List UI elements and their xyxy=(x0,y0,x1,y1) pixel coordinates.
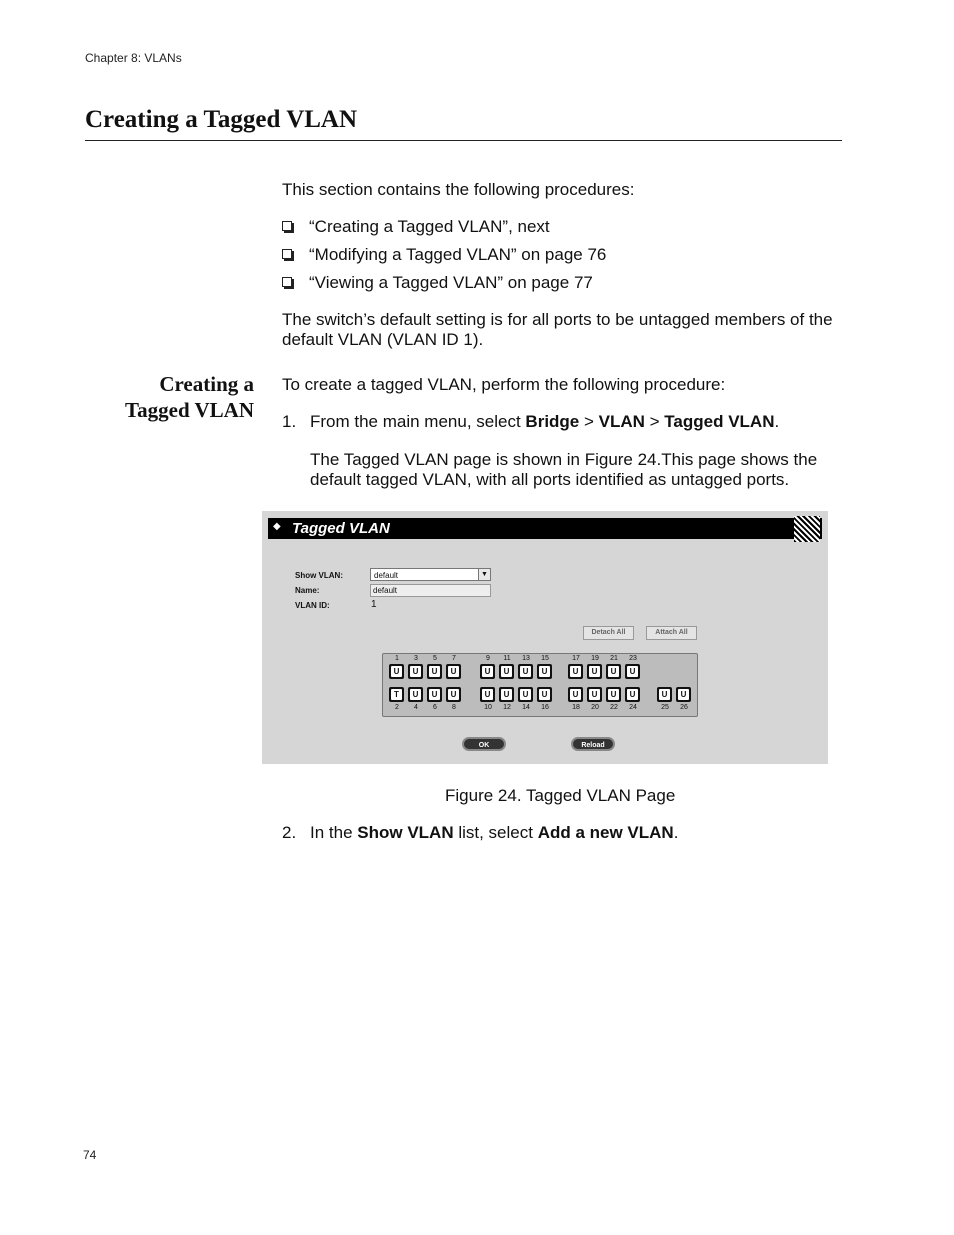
port-4-toggle[interactable] xyxy=(408,687,423,702)
detach-all-button[interactable]: Detach All xyxy=(583,626,634,640)
port-number-label: 1 xyxy=(395,655,399,662)
default-note xyxy=(282,310,833,350)
port-state: U xyxy=(391,666,402,677)
name-field[interactable]: default xyxy=(370,584,491,597)
port-number-label: 2 xyxy=(395,704,399,711)
port-6-toggle[interactable] xyxy=(427,687,442,702)
ok-button[interactable]: OK xyxy=(462,737,506,751)
show-vlan-value: default xyxy=(374,571,399,580)
step-1-text: From the main menu, select Bridge > VLAN > Tagged VLAN. xyxy=(310,412,780,431)
port-state: U xyxy=(520,666,531,677)
port-number-label: 23 xyxy=(629,655,637,662)
port-number-label: 10 xyxy=(484,704,492,711)
port-number-label: 7 xyxy=(452,655,456,662)
side-heading-line: Creating a xyxy=(159,372,254,396)
checkbox-bullet-icon xyxy=(282,277,292,287)
port-24-toggle[interactable] xyxy=(625,687,640,702)
port-18-toggle[interactable] xyxy=(568,687,583,702)
port-number-label: 26 xyxy=(680,704,688,711)
port-19-toggle[interactable] xyxy=(587,664,602,679)
port-number-label: 13 xyxy=(522,655,530,662)
port-state: U xyxy=(410,689,421,700)
port-number-label: 19 xyxy=(591,655,599,662)
step-1-number: 1. xyxy=(282,412,297,431)
side-heading xyxy=(125,371,254,423)
show-vlan-select[interactable] xyxy=(370,568,491,581)
screenshot-title-bar xyxy=(268,518,822,539)
show-vlan-label: Show VLAN: xyxy=(295,571,343,580)
port-state: U xyxy=(627,689,638,700)
port-26-toggle[interactable] xyxy=(676,687,691,702)
port-number-label: 6 xyxy=(433,704,437,711)
name-label: Name: xyxy=(295,586,320,595)
procedure-intro: To create a tagged VLAN, perform the following procedure: xyxy=(282,375,726,394)
checkbox-bullet-icon xyxy=(282,249,292,259)
port-number-label: 15 xyxy=(541,655,549,662)
port-16-toggle[interactable] xyxy=(537,687,552,702)
bullet-text: “Modifying a Tagged VLAN” on page 76 xyxy=(309,245,607,264)
port-number-label: 4 xyxy=(414,704,418,711)
port-number-label: 11 xyxy=(503,655,511,662)
step-1-detail-line: The Tagged VLAN page is shown in Figure 24.This page shows the xyxy=(310,450,818,469)
port-number-label: 9 xyxy=(486,655,490,662)
port-14-toggle[interactable] xyxy=(518,687,533,702)
vlan-id-value: 1 xyxy=(371,599,377,610)
step-1-detail xyxy=(310,450,817,490)
logo-icon xyxy=(794,516,820,542)
port-state: U xyxy=(429,666,440,677)
bullet-icon: ◆ xyxy=(273,521,281,532)
port-number-label: 20 xyxy=(591,704,599,711)
port-11-toggle[interactable] xyxy=(499,664,514,679)
port-number-label: 5 xyxy=(433,655,437,662)
reload-button[interactable]: Reload xyxy=(571,737,615,751)
port-state: U xyxy=(501,689,512,700)
port-15-toggle[interactable] xyxy=(537,664,552,679)
port-state: U xyxy=(520,689,531,700)
port-1-toggle[interactable] xyxy=(389,664,404,679)
default-note-line: default VLAN (VLAN ID 1). xyxy=(282,330,484,349)
attach-all-button[interactable]: Attach All xyxy=(646,626,697,640)
port-state: U xyxy=(482,689,493,700)
port-number-label: 8 xyxy=(452,704,456,711)
port-state: U xyxy=(539,689,550,700)
port-7-toggle[interactable] xyxy=(446,664,461,679)
chevron-down-icon[interactable]: ▼ xyxy=(478,569,490,580)
bullet-text: “Creating a Tagged VLAN”, next xyxy=(309,217,550,236)
port-state: U xyxy=(678,689,689,700)
port-number-label: 21 xyxy=(610,655,618,662)
bullet-text: “Viewing a Tagged VLAN” on page 77 xyxy=(309,273,593,292)
port-state: U xyxy=(501,666,512,677)
port-number-label: 25 xyxy=(661,704,669,711)
title-rule xyxy=(85,140,842,141)
intro-paragraph: This section contains the following procedures: xyxy=(282,180,635,199)
figure-caption: Figure 24. Tagged VLAN Page xyxy=(445,786,676,805)
port-state: U xyxy=(482,666,493,677)
port-23-toggle[interactable] xyxy=(625,664,640,679)
port-20-toggle[interactable] xyxy=(587,687,602,702)
port-state: U xyxy=(539,666,550,677)
port-10-toggle[interactable] xyxy=(480,687,495,702)
port-21-toggle[interactable] xyxy=(606,664,621,679)
port-25-toggle[interactable] xyxy=(657,687,672,702)
port-state: U xyxy=(410,666,421,677)
screenshot-title: Tagged VLAN xyxy=(292,520,390,537)
port-number-label: 22 xyxy=(610,704,618,711)
port-state: U xyxy=(448,666,459,677)
port-number-label: 3 xyxy=(414,655,418,662)
section-title: Creating a Tagged VLAN xyxy=(85,106,358,133)
port-state: U xyxy=(589,666,600,677)
port-13-toggle[interactable] xyxy=(518,664,533,679)
port-number-label: 12 xyxy=(503,704,511,711)
port-number-label: 16 xyxy=(541,704,549,711)
port-number-label: 14 xyxy=(522,704,530,711)
port-2-toggle[interactable] xyxy=(389,687,404,702)
port-17-toggle[interactable] xyxy=(568,664,583,679)
bullet-item xyxy=(282,245,606,265)
page-number: 74 xyxy=(83,1148,97,1162)
port-5-toggle[interactable] xyxy=(427,664,442,679)
port-state: U xyxy=(448,689,459,700)
vlan-id-label: VLAN ID: xyxy=(295,601,330,610)
port-number-label: 18 xyxy=(572,704,580,711)
port-3-toggle[interactable] xyxy=(408,664,423,679)
bullet-item xyxy=(282,217,550,237)
port-number-label: 24 xyxy=(629,704,637,711)
default-note-line: The switch’s default setting is for all ports to be untagged members of the xyxy=(282,310,833,329)
port-number-label: 17 xyxy=(572,655,580,662)
port-state: U xyxy=(627,666,638,677)
port-state: U xyxy=(608,689,619,700)
running-header: Chapter 8: VLANs xyxy=(85,51,182,65)
port-state: U xyxy=(570,689,581,700)
tagged-vlan-screenshot xyxy=(262,511,828,764)
step-2-number: 2. xyxy=(282,823,297,842)
port-state: U xyxy=(570,666,581,677)
side-heading-line: Tagged VLAN xyxy=(125,398,254,422)
bullet-item xyxy=(282,273,593,293)
port-state: U xyxy=(608,666,619,677)
step-1-detail-line: default tagged VLAN, with all ports identified as untagged ports. xyxy=(310,470,790,489)
port-12-toggle[interactable] xyxy=(499,687,514,702)
port-state: U xyxy=(429,689,440,700)
port-state: T xyxy=(391,689,402,700)
port-state: U xyxy=(589,689,600,700)
step-2-text: In the Show VLAN list, select Add a new VLAN. xyxy=(310,823,679,842)
port-8-toggle[interactable] xyxy=(446,687,461,702)
port-22-toggle[interactable] xyxy=(606,687,621,702)
port-9-toggle[interactable] xyxy=(480,664,495,679)
port-panel xyxy=(382,653,698,717)
port-state: U xyxy=(659,689,670,700)
checkbox-bullet-icon xyxy=(282,221,292,231)
